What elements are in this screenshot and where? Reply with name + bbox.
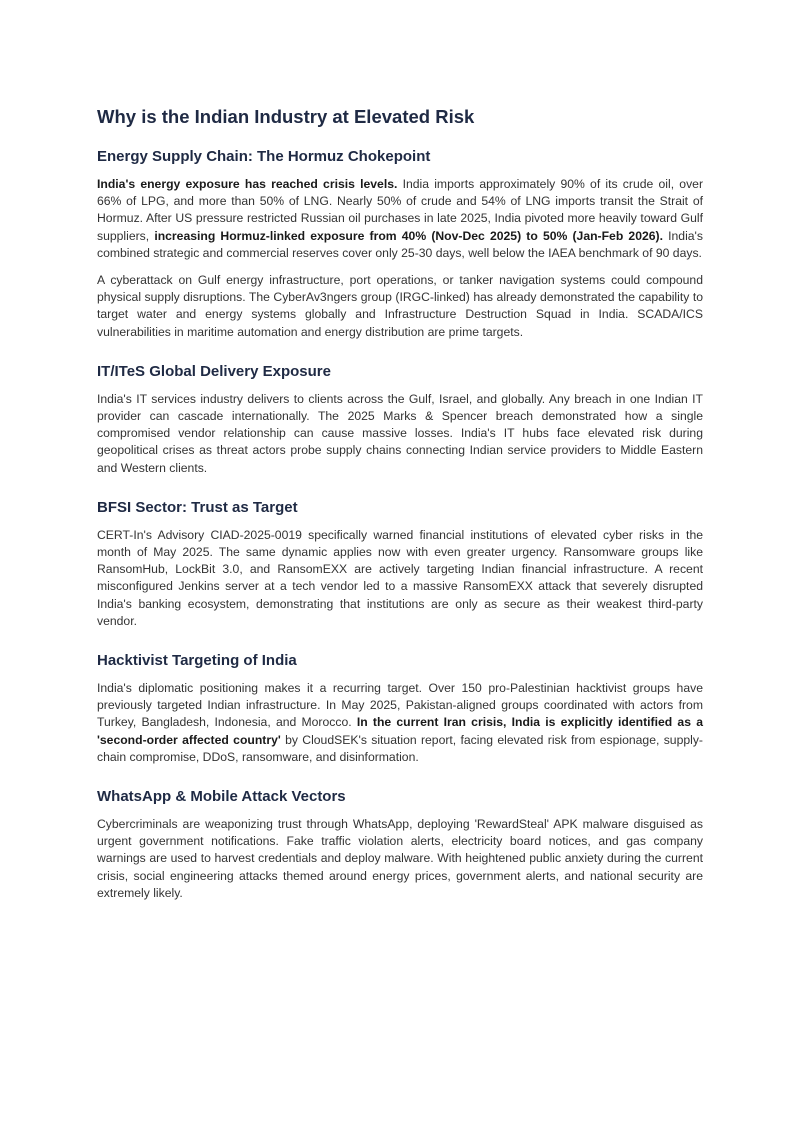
paragraph: CERT-In's Advisory CIAD-2025-0019 specifically warned financial institutions of elevated cyber risks in the month of May 2025. The same dynamic applies now with even greater urgency. Ransomware groups like RansomHub, LockBit 3.0, and RansomEXX are actively targeting Indian financial infrastructure. A recent misconfigured Jenkins server at a tech vendor led to a massive RansomEXX attack that severely disrupted India's banking ecosystem, demonstrating that institutions are only as secure as their weakest third-party vendor. bbox=[97, 527, 703, 628]
text-span: India's combined strategic and commercial reserves cover only 25-30 days, well below the IAEA benchmark of 90 days. bbox=[97, 228, 703, 260]
section-it-ites bbox=[97, 362, 703, 477]
section-heading: IT/ITeS Global Delivery Exposure bbox=[97, 362, 331, 380]
section-energy-supply-chain bbox=[97, 147, 703, 341]
paragraph: A cyberattack on Gulf energy infrastructure, port operations, or tanker navigation systems could compound physical supply disruptions. The CyberAv3ngers group (IRGC-linked) has already demonstrated the capability to target water and energy systems globally and Infrastructure Destruction Squad in India. SCADA/ICS vulnerabilities in maritime automation and energy distribution are prime targets. bbox=[97, 273, 703, 339]
section-heading: Hacktivist Targeting of India bbox=[97, 652, 297, 670]
section-whatsapp-mobile bbox=[97, 787, 703, 902]
document-page bbox=[97, 104, 703, 923]
section-heading: WhatsApp & Mobile Attack Vectors bbox=[97, 788, 346, 806]
paragraph: Cybercriminals are weaponizing trust through WhatsApp, deploying 'RewardSteal' APK malware disguised as urgent government notifications. Fake traffic violation alerts, electricity board notices, and gas company warnings are used to harvest credentials and deploy malware. With heightened public anxiety during the current crisis, social engineering attacks themed around energy prices, government alerts, and national security are extremely likely. bbox=[97, 817, 703, 900]
page-title: Why is the Indian Industry at Elevated Risk bbox=[97, 106, 475, 127]
bold-text: In the current Iran crisis, India is explicitly identified as a 'second-order affected country' bbox=[97, 715, 703, 747]
text-span: India's diplomatic positioning makes it a recurring target. Over 150 pro-Palestinian hacktivist groups have previously targeted Indian infrastructure. In May 2025, Pakistan-aligned groups coordinated with actors from Turkey, Bangladesh, Indonesia, and Morocco. bbox=[97, 681, 703, 730]
section-hacktivist bbox=[97, 651, 703, 766]
bold-text: increasing Hormuz-linked exposure from 40% (Nov-Dec 2025) to 50% (Jan-Feb 2026). bbox=[154, 228, 663, 243]
section-bfsi bbox=[97, 498, 703, 630]
paragraph bbox=[97, 680, 703, 766]
text-span: by CloudSEK's situation report, facing elevated risk from espionage, supply-chain compromise, DDoS, ransomware, and disinformation. bbox=[97, 732, 703, 764]
section-heading: Energy Supply Chain: The Hormuz Chokepoint bbox=[97, 148, 431, 165]
text-span: India imports approximately 90% of its crude oil, over 66% of LPG, and more than 50% of LNG. Nearly 50% of crude and 54% of LNG imports transit the Strait of Hormuz. After US pressure restricted Russian oil purchases in late 2025, India pivoted more heavily toward Gulf suppliers, bbox=[97, 177, 703, 243]
section-heading: BFSI Sector: Trust as Target bbox=[97, 498, 298, 516]
bold-text: India's energy exposure has reached crisis levels. bbox=[97, 177, 398, 191]
paragraph bbox=[97, 176, 703, 262]
paragraph: India's IT services industry delivers to clients across the Gulf, Israel, and globally. Any breach in one Indian IT provider can cascade internationally. The 2025 Marks & Spencer breach demonstrated how a single compromised vendor relationship can cause massive losses. India's IT hubs face elevated risk during geopolitical crises as threat actors probe supply chains connecting Indian service providers to Middle Eastern and Western clients. bbox=[97, 391, 703, 475]
